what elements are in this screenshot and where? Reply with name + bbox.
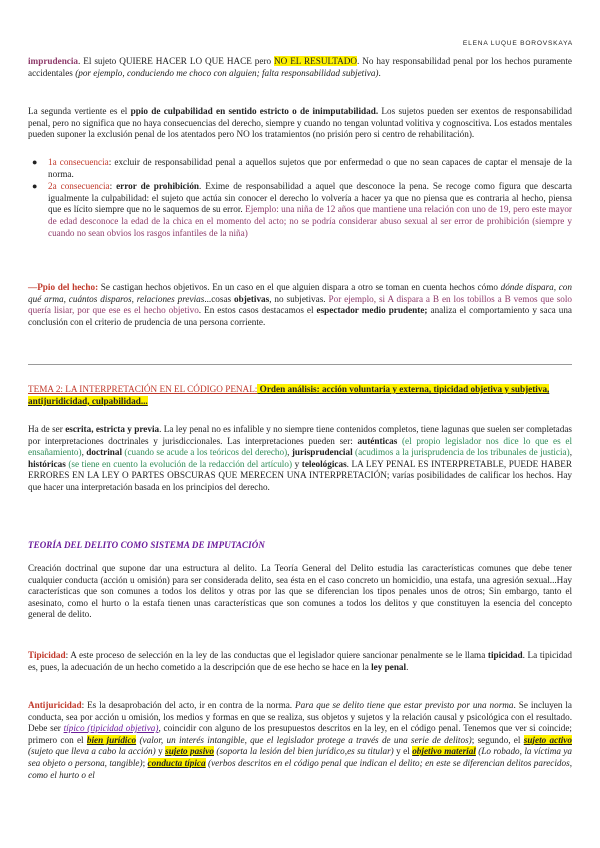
term-tipicidad-inline: tipicidad [487,650,523,660]
term-ppio-culpabilidad: ppio de culpabilidad en sentido estricto o de inimputabilidad. [130,106,379,116]
text: , [287,447,292,458]
bullet-text: : [109,181,117,192]
tema-2-title [28,384,572,407]
text: y el [393,746,413,757]
term-error-prohibicion: error de prohibición [116,181,200,192]
green-note: (se tiene en cuento la evolución de la redacción del artículo) [65,458,293,469]
term-conducta-tipica: conducta típica [147,757,206,768]
term-imprudencia: imprudencia [28,56,79,66]
italic-text: (Lo robado, la víctima ya sea objeto o persona, tangible) [28,746,573,768]
term-tipicidad: Tipicidad [28,650,66,660]
text: , no subjetivas. [269,293,329,304]
text: , [81,447,87,458]
term-antijuricidad: Antijuricidad [28,700,82,710]
bullet-dot: ● [32,181,38,192]
term-bien-juridico: bien jurídico [86,734,137,745]
example-text: Por ejemplo, si A dispara a B en los tobillos a B vemos que solo quería lisiar, por que ese es el hecho objetivo [28,293,573,316]
term-sujeto-activo: sujeto activo [523,734,572,745]
green-note: (cuando se acude a los teóricos del derecho) [122,447,288,458]
green-note: (acudimos a la jurisprudencia de los tribunales de justicia) [352,447,570,458]
text: Se castigan hechos objetivos. En un caso en el que alguien dispara a otro se toman en cuenta hechos cómo [98,282,501,292]
italic-text: (valor, un interés intangible, que el legislador protege a través de una serie de delitos) [136,734,472,745]
text: La segunda vertiente es el [28,106,131,116]
tema-subtitle-highlight: Orden análisis: acción voluntaria y externa, tipicidad objetiva y subjetiva, antijuridicidad, culpabilidad... [28,384,550,406]
term-historicas: históricas [28,458,66,469]
author-header: ELENA LUQUE BOROVSKAYA [462,40,573,47]
section-divider [28,364,572,365]
section-heading: TEORÍA DEL DELITO COMO SISTEMA DE IMPUTACIÓN [28,540,265,550]
bullet-example: Ejemplo: una niña de 12 años que mantiene una relación con uno de 19, pero este mayor de edad desconoce la edad de la chica en el momento del acto; no se podría considerar abuso sexual al ser error de prohibición (siempre y cuando no sean obvios los rasgos infantiles de la niña) [48,204,572,238]
term-objetivas: objetivas [234,293,270,304]
italic-text: (verbos descritos en el código penal que indican el delito; en este se diferencian delitos parecidos, como el hurto o el [28,757,572,780]
text: ; [142,757,148,768]
text: ...cosas [204,293,235,304]
term-autenticas: auténticas [357,435,398,446]
term-ppio-hecho: —Ppio del hecho: [28,282,99,292]
paragraph-culpabilidad [28,106,572,141]
paragraph-tipicidad [28,650,572,673]
text: . La tipicidad es, pues, la adecuación de un hecho cometido a la descripción que de ese hecho se hace en la [28,650,572,672]
list-item [32,181,572,239]
term-teleologicas: teleológicas [301,458,347,469]
text: ; segundo, el [471,734,524,745]
bullet-dot: ● [32,157,38,167]
text: . No hay responsabilidad penal por los hechos puramente accidentales [28,56,572,78]
term-jurisprudencial: jurisprudencial [291,447,353,458]
term-escrita: escrita, estricta y previa [65,424,160,434]
text: : A este proceso de selección en la ley de las conductas que el legislador quiere sancionar penalmente se le llama [65,650,488,660]
text: . La ley penal no es infalible y no siempre tiene contenidos completos, tiene lagunas que suelen ser completadas por interpretaciones doctrinales y jurisdiccionales. Las interpretaciones pueden ser: [28,424,572,446]
highlight-no-resultado: NO EL RESULTADO [274,56,358,66]
text: Los sujetos pueden ser exentos de responsabilidad penal, pero no significa que no haya consecuencias del derecho, siempre y cuando no tengan voluntad volitiva y cognoscitiva. Los estados mentales pueden suponer la exclusión penal de los atentados pero NO los tratamientos (no prisión pero si centro de rehabilitación). [28,106,572,140]
text: . El sujeto QUIERE HACER LO QUE HACE pero [78,56,274,66]
bullet-lead: 1a consecuencia [48,157,109,167]
green-note: (el propio legislador nos dice lo que es el ensañamiento) [28,435,572,458]
bullet-lead: 2a consecuencia [48,181,110,192]
term-espectador: espectador medio prudente; [316,305,428,316]
list-item [32,157,572,180]
bullet-text: . Exime de responsabilidad a aquel que desconoce la pena. Se recoge como figura que descarta igualmente la culpabilidad: el sujeto que actúa sin conocer el derecho lo volvería a hacer ya que no piensa que es contraria al hecho, piensa que es lícito siempre que no le saquemos de su error. [48,181,572,215]
paragraph-imprudencia [28,56,572,79]
term-objetivo-material: objetivo material [412,746,476,757]
term-sujeto-pasivo: sujeto pasivo [165,746,214,757]
example-italic: (por ejemplo, conduciendo me choco con alguien; falta responsabilidad subjetiva) [75,67,379,78]
term-ley-penal: ley penal [371,661,407,672]
term-doctrinal: doctrinal [86,447,123,458]
paragraph-interpretacion [28,424,572,494]
text: , coincidir con alguno de los presupuestos descritos en la ley, en el código penal. Tenemos que ver si coincide; primero con el [28,723,572,745]
paragraph-antijuricidad [28,700,572,781]
term-tipico: típico (tipicidad objetiva) [63,723,159,734]
bullet-text: : excluir de responsabilidad penal a aquellos sujetos que por enfermedad o que no sean capaces de captar el mensaje de la norma. [48,157,572,179]
italic-text: (sujeto que lleva a cabo la acción) [28,746,156,757]
text: y [292,458,302,469]
paragraph-ppio-hecho [28,282,572,328]
text: . LA LEY PENAL ES INTERPRETABLE, PUEDE HABER ERRORES EN LA LEY O PARTES OBSCURAS QUE MERECEN UNA INTERPRETACIÓN; varías posibilidades de calificar los hechos. Hay que hacer una interpretación basada en los principios del derecho. [28,458,573,492]
text: . [378,67,381,78]
text: . [406,661,409,672]
paragraph-teoria-delito: Creación doctrinal que supone dar una estructura al delito. La Teoría General del Delito estudia las características comunes que debe tener cualquier conducta (acción u omisión) para ser considerada delito, sea ésta en el caso concreto un homicidio, una estafa, una agresión sexual...Hay características que son comunes a todos los delitos y otras por las que se diferencian los tipos penales unos de otros; Sin embargo, tanto el asesinato, como el hurto o la estafa tienen unas características que son comunes a todos los delitos y que constituyen la esencia del concepto general de delito. [28,563,572,620]
text: Ha de ser [28,424,66,434]
tema-title: TEMA 2: LA INTERPRETACIÓN EN EL CÓDIGO PENAL: [28,384,258,394]
text: analiza el comportamiento y saca una conclusión con el criterio de prudencia de una persona corriente. [28,305,572,327]
text: , [569,447,572,458]
italic-text: Para que se delito tiene que estar previsto por una norma [295,700,514,710]
text: y [155,746,166,757]
text: . En estos casos destacamos el [198,305,317,316]
text: : Es la desaprobación del acto, ir en contra de la norma. [81,700,295,710]
italic-text: (soporta la lesión del bien jurídico,es su titular) [213,746,394,757]
text: . Se incluyen la conducta, sea por acción u omisión, los medios y formas en que se realiza, sus objetos y sujetos y la relación causal y psicológica con el resultado. Debe ser [28,700,572,734]
consequences-list [32,157,572,240]
italic-text: dónde dispara, con qué arma, cuántos disparos, relaciones previas [28,282,572,304]
